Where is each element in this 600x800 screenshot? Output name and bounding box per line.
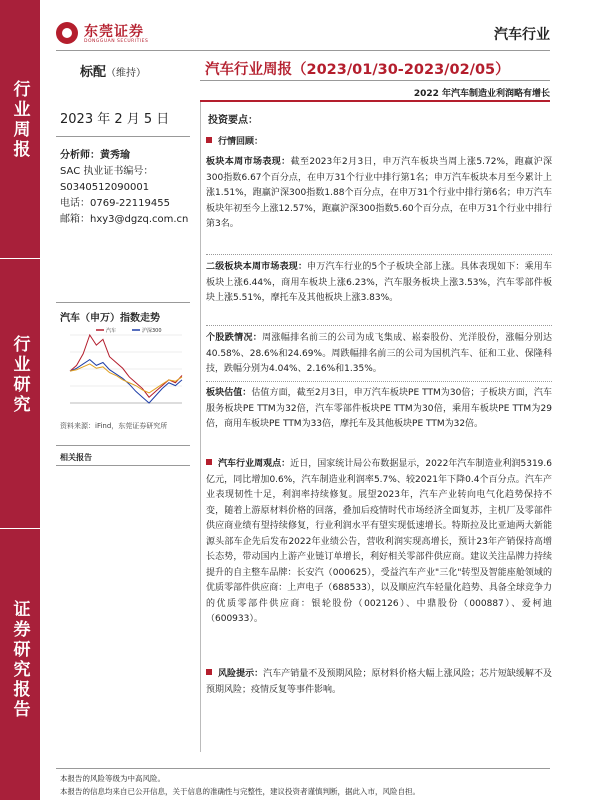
paragraph-risk: [206, 667, 552, 698]
left-rule: [56, 465, 190, 466]
chart-source: 资料来源：iFind，东莞证券研究所: [60, 422, 168, 430]
paragraph-sector: [206, 155, 552, 233]
paragraph-subsector-head: 二级板块本周市场表现：: [206, 262, 308, 272]
left-rule: [56, 302, 190, 303]
sidebar-band: [0, 0, 40, 800]
paragraph-risk-head: 风险提示：: [218, 669, 264, 679]
analyst-email: 邮箱：hxy3@dgzq.com.cn: [60, 214, 189, 225]
cert-number: S0340512090001: [60, 182, 150, 193]
index-chart-svg: [56, 325, 186, 415]
industry-label: 汽车行业: [494, 27, 550, 43]
logo-mark-icon: [56, 22, 78, 44]
sidebar-label-weekly: 行业周报: [9, 80, 30, 160]
paragraph-outlook-head: 汽车行业周观点：: [218, 459, 291, 469]
paragraph-stocks-head: 个股跌情况：: [206, 333, 263, 343]
chart-legend-label-0: 汽车: [106, 328, 117, 334]
header-rule: [56, 50, 550, 51]
footer-risk-level: 本报告的风险等级为中高风险。: [60, 774, 165, 783]
key-points-heading: 投资要点：: [208, 115, 258, 126]
related-reports-heading: 相关报告: [60, 453, 92, 462]
header-divider: [200, 100, 550, 102]
sidebar-label-report: 证券研究报告: [9, 600, 30, 720]
left-rule: [56, 445, 190, 446]
rating-value: 标配: [80, 65, 107, 80]
paragraph-valuation: [206, 386, 552, 433]
report-date: 2023 年 2 月 5 日: [60, 112, 170, 127]
paragraph-valuation-head: 板块估值：: [206, 388, 252, 398]
dotted-divider: [206, 325, 552, 326]
footer-disclaimer: 本报告的信息均来自已公开信息，关于信息的准确性与完整性，建议投资者谨慎判断，据此入市，风险自担。: [60, 787, 420, 796]
chart-series-line-2: [70, 364, 182, 393]
rating: [80, 61, 146, 80]
report-title: 汽车行业周报（2023/01/30-2023/02/05）: [205, 62, 510, 78]
bullet-icon: [206, 137, 212, 143]
paragraph-stocks: [206, 331, 552, 378]
paragraph-risk-text: 汽车产销量不及预期风险；原材料价格大幅上涨风险；芯片短缺缓解不及预期风险；疫情反复等事件影响。: [206, 669, 552, 695]
column-divider: [200, 102, 201, 752]
chart-series-line-0: [70, 335, 182, 397]
paragraph-sector-head: 板块本周市场表现：: [206, 157, 291, 167]
rating-note: （维持）: [106, 68, 147, 79]
paragraph-subsector-text: 申万汽车行业的5个子板块全部上涨。具体表现如下：乘用车板块上涨6.44%，商用车板块上涨6.23%，汽车服务板块上涨3.53%，汽车零部件板块上涨5.51%，摩托车及其他板块上涨3.83%。: [206, 262, 552, 303]
bullet-icon: [206, 669, 212, 675]
sidebar-divider: [0, 258, 40, 259]
index-chart: [56, 325, 186, 415]
title-rule: [200, 80, 550, 81]
cert-label: SAC 执业证书编号：: [60, 166, 154, 177]
analyst-name: 黄秀瑜: [100, 150, 130, 161]
paragraph-outlook: [206, 457, 552, 628]
paragraph-sector-text: 截至2023年2月3日，申万汽车板块当周上涨5.72%，跑赢沪深300指数6.67个百分点，在申万31个行业中排行第1名；申万汽车板块本月至今累计上涨1.51%，跑赢沪深300指数1.88个百分点，在申万31个行业中排行第6名；申万汽车板块年初至今上涨12.57%，跑赢沪深300指数5.60个百分点，在申万31个行业中排行第3名。: [206, 157, 552, 229]
sidebar-divider: [0, 528, 40, 529]
logo-name: 东莞证券: [84, 24, 144, 40]
market-review-label: 行情回顾：: [218, 137, 264, 147]
chart-title: 汽车（申万）指数走势: [60, 313, 160, 324]
market-review-heading: [206, 135, 552, 151]
paragraph-outlook-text: 近日，国家统计局公布数据显示，2022年汽车制造业利润5319.6亿元，同比增加0.6%，汽车制造业利润率5.7%、较2021年下降0.4个百分点。汽车产业表现韧性十足，利润率持续修复。展望2023年，汽车产业转向电气化趋势保持不变，随着上游原材料价格的回落，叠加后疫情时代市场经济全面复苏，主机厂及零部件供应商业绩有望持续修复，行业利润水平有望实现低速增长。特斯拉及比亚迪两大新能源头部车企先后发布2022年业绩公告，营收利润实现高增长，预计23年产销保持高增长态势，带动国内上游产业链订单增长，利好相关零部件供应商。建议关注品牌力持续提升的自主整车品牌：长安汽（000625），受益汽车产业"三化"转型及智能座舱领域的优质零部件供应商：上声电子（688533），以及顺应汽车轻量化趋势、具备全球竞争力的优质零部件供应商：银轮股份（002126）、中鼎股份（000887）、爱柯迪（600933）。: [206, 459, 552, 624]
bullet-icon: [206, 459, 212, 465]
footer-rule: [56, 768, 550, 769]
chart-legend-label-1: 沪深300: [142, 328, 162, 334]
paragraph-stocks-text: 周涨幅排名前三的公司为成飞集成、崧泰股份、光洋股份，涨幅分别达40.58%、28.6%和24.69%。周跌幅排名前三的公司为国机汽车、征和工业、保隆科技，跌幅分别为4.04%、2.16%和1.35%。: [206, 333, 552, 374]
left-rule: [56, 136, 190, 137]
analyst-label: 分析师：: [60, 150, 100, 161]
dotted-divider: [206, 254, 552, 255]
paragraph-subsector: [206, 260, 552, 307]
company-logo: [56, 22, 176, 48]
analyst-info: [60, 148, 188, 228]
paragraph-valuation-text: 估值方面，截至2月3日，申万汽车板块PE TTM为30倍；子板块方面，汽车服务板块PE TTM为32倍，汽车零部件板块PE TTM为30倍，乘用车板块PE TTM为29倍，商用车板块PE TTM为33倍，摩托车及其他板块PE TTM为32倍。: [206, 388, 552, 429]
report-subtitle: 2022 年汽车制造业利润略有增长: [413, 89, 550, 99]
logo-subtitle: DONGGUAN SECURITIES: [84, 39, 149, 44]
dotted-divider: [206, 381, 552, 382]
analyst-phone: 电话：0769-22119455: [60, 198, 170, 209]
sidebar-label-research: 行业研究: [9, 335, 30, 415]
